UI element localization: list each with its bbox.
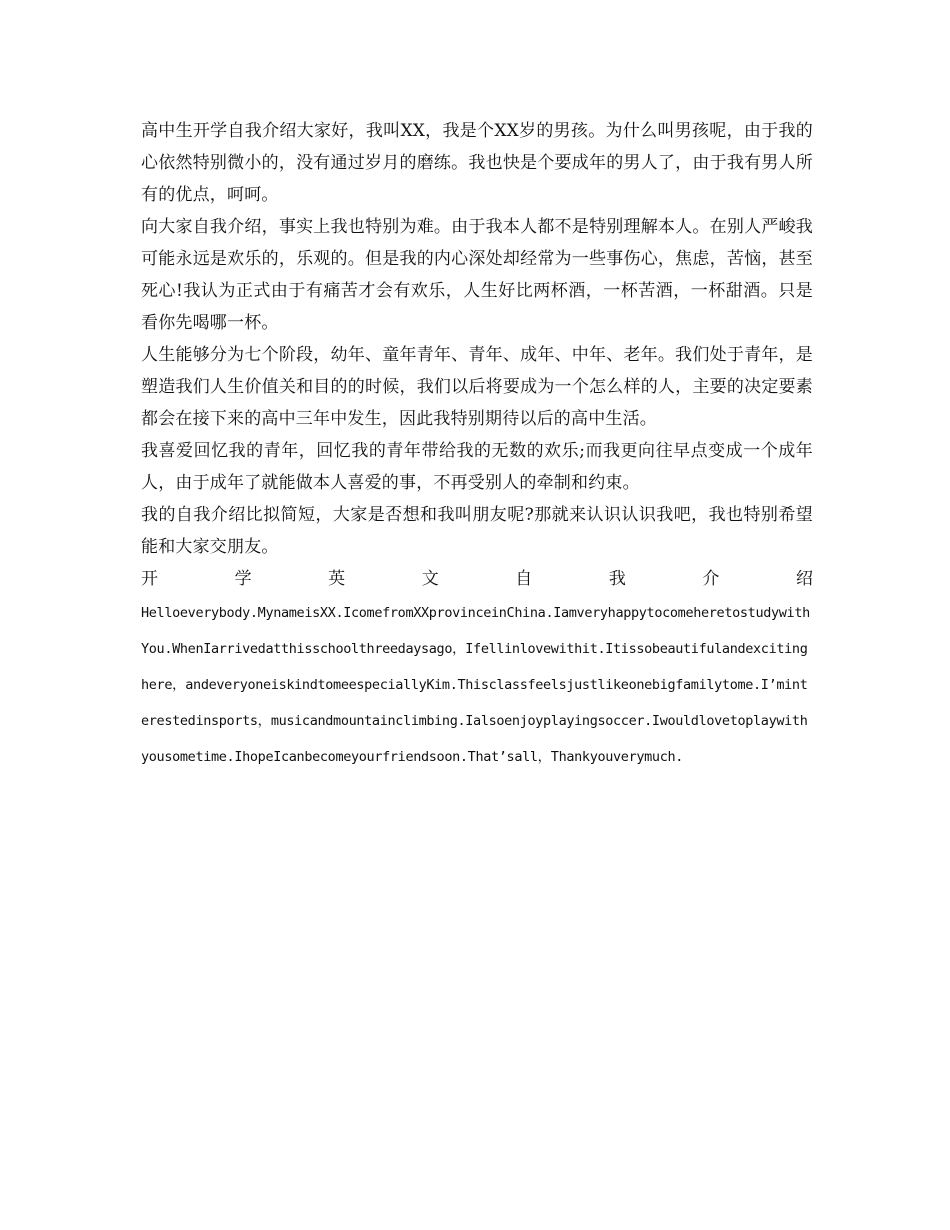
heading-char: 绍 — [795, 569, 813, 589]
document-body — [141, 115, 813, 775]
heading-char: 我 — [608, 569, 626, 589]
heading-char: 文 — [421, 569, 439, 589]
paragraph-youth-memories: 我喜爱回忆我的青年，回忆我的青年带给我的无数的欢乐;而我更向往早点变成一个成年人，由于成年了就能做本人喜爱的事，不再受别人的牵制和约束。 — [141, 441, 813, 493]
paragraph-intro: 高中生开学自我介绍大家好，我叫XX，我是个XX岁的男孩。为什么叫男孩呢，由于我的心依然特别微小的，没有通过岁月的磨练。我也快是个要成年的男人了，由于我有男人所有的优点，呵呵。 — [141, 121, 813, 205]
paragraph-closing: 我的自我介绍比拟简短，大家是否想和我叫朋友呢?那就来认识认识我吧，我也特别希望能和大家交朋友。 — [141, 505, 813, 557]
heading-char: 介 — [702, 569, 720, 589]
heading-char: 学 — [234, 569, 252, 589]
paragraph-english-intro: Helloeverybody.MynameisXX.IcomefromXXprovinceinChina.IamveryhappytocomeheretostudywithYou.WhenIarrivedatthisschoolthreedaysago，Ifellinlovewithit.Itissobeautifulandexcitinghere，andeveryoneiskindtomeespeciallyKim.Thisclassfeelsjustlikeonebigfamilytome.I’minterestedinsports，musicandmountainclimbing.Ialsoenjoyplayingsoccer.Iwouldlovetoplaywithyousometime.IhopeIcanbecomeyourfriendsoon.That’sall，Thankyouverymuch. — [141, 605, 810, 765]
heading-char: 英 — [328, 569, 346, 589]
english-intro-heading — [141, 563, 813, 595]
paragraph-life-stages: 人生能够分为七个阶段，幼年、童年青年、青年、成年、中年、老年。我们处于青年，是塑造我们人生价值关和目的的时候，我们以后将要成为一个怎么样的人，主要的决定要素都会在接下来的高中三年中发生，因此我特别期待以后的高中生活。 — [141, 345, 813, 429]
heading-char: 开 — [141, 569, 158, 589]
heading-char: 自 — [515, 569, 533, 589]
paragraph-self-introduction: 向大家自我介绍，事实上我也特别为难。由于我本人都不是特别理解本人。在别人严峻我可能永远是欢乐的，乐观的。但是我的内心深处却经常为一些事伤心，焦虑，苦恼，甚至死心!我认为正式由于有痛苦才会有欢乐，人生好比两杯酒，一杯苦酒，一杯甜酒。只是看你先喝哪一杯。 — [141, 217, 813, 333]
